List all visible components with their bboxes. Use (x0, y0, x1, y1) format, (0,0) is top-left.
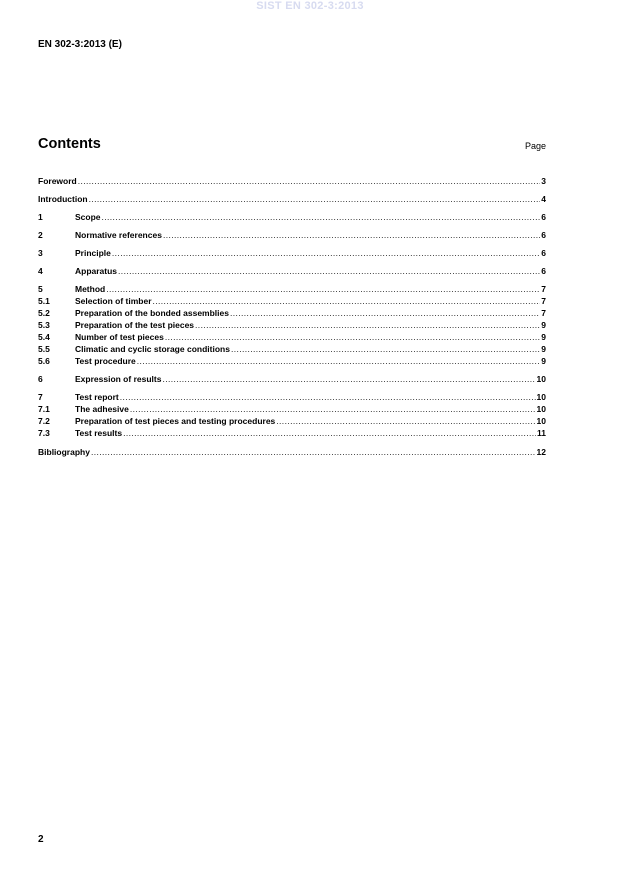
toc-entry-page: 6 (541, 230, 546, 240)
toc-entry[interactable] (38, 296, 546, 307)
toc-entry-title: Preparation of test pieces and testing procedures (75, 416, 276, 426)
dot-leader (89, 194, 541, 205)
toc-entry-number: 7.2 (38, 416, 50, 426)
toc-entry-title: Foreword (38, 176, 77, 186)
toc-entry-page: 11 (537, 428, 546, 438)
toc-entry-number: 5.4 (38, 332, 50, 342)
toc-entry[interactable] (38, 374, 546, 385)
toc-entry-page: 4 (541, 194, 546, 204)
toc-entry[interactable] (38, 320, 546, 331)
toc-entry-page: 7 (541, 284, 546, 294)
toc-entry[interactable] (38, 266, 546, 277)
dot-leader (163, 230, 540, 241)
toc-entry-number: 5.3 (38, 320, 50, 330)
toc-entry[interactable] (38, 332, 546, 343)
toc-entry-title: Introduction (38, 194, 88, 204)
toc-entry-number: 7 (38, 392, 43, 402)
toc-entry-number: 6 (38, 374, 43, 384)
dot-leader (162, 374, 535, 385)
toc-entry-page: 9 (541, 320, 546, 330)
toc-entry[interactable] (38, 356, 546, 367)
toc-entry-page: 6 (541, 248, 546, 258)
toc-entry-page: 10 (536, 392, 546, 402)
toc-entry[interactable] (38, 230, 546, 241)
dot-leader (120, 392, 536, 403)
toc-entry-page: 6 (541, 266, 546, 276)
toc-entry-number: 2 (38, 230, 43, 240)
toc-entry-page: 10 (536, 416, 546, 426)
toc-entry-number: 1 (38, 212, 43, 222)
dot-leader (123, 428, 536, 439)
watermark: SIST EN 302-3:2013 (256, 0, 364, 12)
toc-entry-title: Climatic and cyclic storage conditions (75, 344, 230, 354)
dot-leader (106, 284, 540, 295)
toc-entry[interactable] (38, 284, 546, 295)
toc-entry[interactable] (38, 176, 546, 187)
dot-leader (230, 308, 540, 319)
toc-entry-page: 10 (536, 404, 546, 414)
toc-entry-title: Test procedure (75, 356, 136, 366)
dot-leader (130, 404, 536, 415)
dot-leader (112, 248, 540, 259)
toc-entry-number: 7.1 (38, 404, 50, 414)
toc-entry-title: Selection of timber (75, 296, 152, 306)
toc-entry[interactable] (38, 392, 546, 403)
toc-entry-number: 5 (38, 284, 43, 294)
toc-entry-title: Method (75, 284, 106, 294)
toc-entry-page: 10 (536, 374, 546, 384)
toc-entry-title: Number of test pieces (75, 332, 164, 342)
toc-entry-page: 9 (541, 356, 546, 366)
toc-entry[interactable] (38, 447, 546, 458)
toc-entry-title: Normative references (75, 230, 162, 240)
document-id: EN 302-3:2013 (E) (38, 39, 122, 50)
toc-entry-title: Apparatus (75, 266, 118, 276)
toc-entry-title: The adhesive (75, 404, 129, 414)
contents-title: Contents (38, 136, 101, 152)
toc-entry[interactable] (38, 428, 546, 439)
toc-entry-title: Bibliography (38, 447, 90, 457)
toc-entry-number: 3 (38, 248, 43, 258)
toc-entry-page: 7 (541, 308, 546, 318)
toc-entry-page: 9 (541, 332, 546, 342)
dot-leader (102, 212, 541, 223)
toc-entry[interactable] (38, 212, 546, 223)
toc-entry-page: 6 (541, 212, 546, 222)
toc-entry-number: 7.3 (38, 428, 50, 438)
toc-entry-number: 4 (38, 266, 43, 276)
dot-leader (231, 344, 540, 355)
toc-entry-title: Principle (75, 248, 111, 258)
toc-entry-number: 5.1 (38, 296, 50, 306)
toc-entry-title: Test report (75, 392, 119, 402)
toc-entry-page: 12 (536, 447, 546, 457)
toc-entry-page: 3 (541, 176, 546, 186)
toc-entry[interactable] (38, 344, 546, 355)
toc-entry-number: 5.6 (38, 356, 50, 366)
dot-leader (137, 356, 540, 367)
toc-entry-title: Test results (75, 428, 123, 438)
toc-entry-number: 5.2 (38, 308, 50, 318)
toc-entry[interactable] (38, 416, 546, 427)
toc-entry-title: Expression of results (75, 374, 162, 384)
dot-leader (165, 332, 540, 343)
toc-entry-title: Scope (75, 212, 101, 222)
toc-entry-number: 5.5 (38, 344, 50, 354)
dot-leader (153, 296, 541, 307)
toc-entry[interactable] (38, 404, 546, 415)
toc-entry-title: Preparation of the bonded assemblies (75, 308, 229, 318)
toc-entry-page: 7 (541, 296, 546, 306)
page-column-label: Page (524, 141, 546, 151)
toc-entry[interactable] (38, 248, 546, 259)
toc-entry-page: 9 (541, 344, 546, 354)
toc-entry-title: Preparation of the test pieces (75, 320, 195, 330)
dot-leader (78, 176, 541, 187)
dot-leader (118, 266, 540, 277)
dot-leader (195, 320, 540, 331)
toc-entry[interactable] (38, 194, 546, 205)
dot-leader (276, 416, 535, 427)
toc-entry[interactable] (38, 308, 546, 319)
dot-leader (91, 447, 536, 458)
page-number: 2 (38, 834, 44, 845)
